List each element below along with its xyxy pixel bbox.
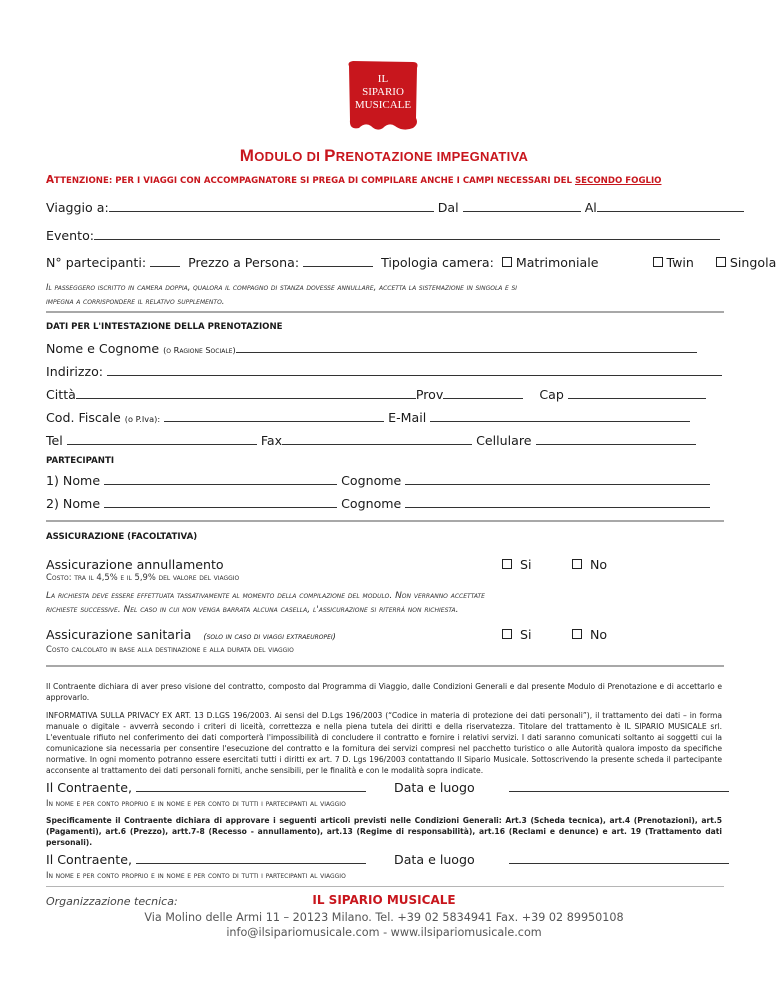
codfiscale-label: Cod. Fiscale: [46, 410, 121, 425]
footer-contacts: info@ilsipariomusicale.com - www.ilsipariomusicale.com: [226, 926, 542, 939]
evento-row: [46, 228, 720, 243]
nome-row: [46, 341, 697, 356]
citta-row: [46, 387, 706, 402]
data-luogo-label: Data e luogo: [394, 852, 475, 867]
evento-field[interactable]: [94, 228, 720, 240]
al-field[interactable]: [597, 200, 744, 212]
prov-field[interactable]: [443, 387, 523, 399]
fax-field[interactable]: [282, 433, 472, 445]
room-row: [46, 255, 776, 270]
company-logo: [343, 58, 423, 134]
contraente-label: Il Contraente,: [46, 780, 132, 795]
checkbox-twin[interactable]: [653, 257, 663, 267]
cognome-2-field[interactable]: [405, 496, 710, 508]
data-luogo-field[interactable]: [509, 852, 729, 864]
nome-field[interactable]: [236, 341, 697, 353]
trip-row: [46, 200, 744, 215]
tel-label: Tel: [46, 433, 63, 448]
sanitaria-note: (solo in caso di viaggi extraeuropei): [203, 631, 336, 641]
cognome-2-label: Cognome: [341, 496, 402, 511]
piva-label: (o P.Iva):: [124, 414, 161, 424]
prezzo-label: Prezzo a Persona:: [188, 255, 300, 270]
costo-sanitaria: Costo calcolato in base alla destinazione e alla durata del viaggio: [46, 644, 294, 654]
citta-label: Città: [46, 387, 76, 402]
indirizzo-field[interactable]: [107, 364, 722, 376]
checkbox-matrimoniale[interactable]: [502, 257, 512, 267]
signature-row-1: [46, 780, 729, 795]
sanitaria-no: No: [572, 627, 607, 642]
partecipante-row-1: [46, 473, 710, 488]
footer-address: Via Molino delle Armi 11 – 20123 Milano. Tel. +39 02 5834941 Fax. +39 02 89950108: [144, 911, 624, 924]
cap-label: Cap: [539, 387, 564, 402]
divider: [46, 886, 724, 887]
viaggio-field[interactable]: [109, 200, 434, 212]
signature-sub: In nome e per conto proprio e in nome e per conto di tutti i partecipanti al viaggio: [46, 798, 346, 808]
tel-row: [46, 433, 696, 448]
dal-label: Dal: [437, 200, 459, 215]
form-title: MODULO DI PRENOTAZIONE IMPEGNATIVA: [239, 146, 529, 165]
n-partecipanti-label: N° partecipanti:: [46, 255, 147, 270]
divider: [46, 311, 724, 313]
logo-text-3: MUSICALE: [354, 99, 412, 111]
prezzo-field[interactable]: [303, 255, 373, 267]
signature-sub: In nome e per conto proprio e in nome e per conto di tutti i partecipanti al viaggio: [46, 870, 346, 880]
indirizzo-row: [46, 364, 722, 379]
partecipanti-heading: PARTECIPANTI: [46, 456, 115, 466]
matrimoniale-label: Matrimoniale: [515, 255, 599, 270]
footer-brand: IL SIPARIO MUSICALE: [312, 893, 456, 907]
attention-notice: ATTENZIONE: PER I VIAGGI CON ACCOMPAGNATORE SI PREGA DI COMPILARE ANCHE I CAMPI NECESSARI DEL SECONDO FOGLIO: [46, 174, 662, 186]
tel-field[interactable]: [67, 433, 257, 445]
privacy-text: INFORMATIVA SULLA PRIVACY EX ART. 13 D.LGS 196/2003. Ai sensi del D.Lgs 196/2003 (“Codice in materia di protezione dei dati personali”), il trattamento dei dati – in forma manuale o digitale - avverrà secondo i criteri di liceità, correttezza e nella piena tutela dei diritti e della riservatezza. Titolare del trattamento è IL SIPARIO MUSICALE srl. L'eventuale rifiuto nel conferimento dei dati comporterà l'impossibilità di concludere il contratto e fornire i relativi servizi. I dati saranno comunicati soltanto ai soggetti cui la comunicazione sia necessaria per consentire l'esecuzione del contratto e la fornitura dei servizi compresi nel pacchetto turistico o alle Autorità qualora imposto da specifiche normative. In ogni momento potranno essere esercitati tutti i diritti ex art. 7 D. Lgs 196/2003 contattando Il Sipario Musicale. Sottoscrivendo la presente scheda il partecipante acconsente al trattamento dei dati personali forniti, anche sensibili, per le finalità e con le modalità sopra indicate.: [46, 711, 722, 775]
sanitaria-row: [46, 627, 336, 642]
divider: [46, 520, 724, 522]
nome-label: Nome e Cognome: [46, 341, 160, 356]
nome-1-label: 1) Nome: [46, 473, 101, 488]
checkbox-annullamento-si[interactable]: [502, 559, 512, 569]
logo-text-2: SIPARIO: [362, 86, 404, 98]
n-partecipanti-field[interactable]: [150, 255, 180, 267]
dal-field[interactable]: [463, 200, 581, 212]
singola-label: Singola: [729, 255, 776, 270]
booking-heading: DATI PER L'INTESTAZIONE DELLA PRENOTAZIONE: [46, 322, 283, 332]
assicurazione-heading: ASSICURAZIONE (FACOLTATIVA): [46, 532, 198, 542]
divider: [46, 665, 724, 667]
sanitaria-label: Assicurazione sanitaria: [46, 627, 192, 642]
contraente-signature-field[interactable]: [136, 780, 366, 792]
declaration-text: Il Contraente dichiara di aver preso visione del contratto, composto dal Programma di Viaggio, dalle Condizioni Generali e dal presente Modulo di Prenotazione e di accettarlo e approvarlo.: [46, 682, 722, 702]
indirizzo-label: Indirizzo:: [46, 364, 104, 379]
checkbox-sanitaria-si[interactable]: [502, 629, 512, 639]
evento-label: Evento:: [46, 228, 95, 243]
footer-label: Organizzazione tecnica:: [46, 895, 178, 908]
costo-annullamento: Costo: tra il 4,5% e il 5,9% del valore del viaggio: [46, 572, 240, 582]
email-label: E-Mail: [388, 410, 427, 425]
annullamento-label: Assicurazione annullamento: [46, 557, 224, 572]
email-field[interactable]: [430, 410, 690, 422]
sanitaria-si: Si: [502, 627, 532, 642]
codfiscale-field[interactable]: [164, 410, 384, 422]
cap-field[interactable]: [568, 387, 706, 399]
room-note: Il passeggero iscritto in camera doppia, qualora il compagno di stanza dovesse annullare, accetta la sistemazione in singola e si impegna a corrispondere il relativo supplemento.: [46, 282, 518, 306]
citta-field[interactable]: [76, 387, 416, 399]
nome-1-field[interactable]: [104, 473, 337, 485]
al-label: Al: [584, 200, 597, 215]
checkbox-annullamento-no[interactable]: [572, 559, 582, 569]
tipologia-label: Tipologia camera:: [381, 255, 494, 270]
data-luogo-field[interactable]: [509, 780, 729, 792]
logo-text-1: IL: [377, 73, 389, 85]
nome-paren: (o Ragione Sociale): [163, 345, 236, 355]
annullamento-si: Si: [502, 557, 532, 572]
cellulare-label: Cellulare: [476, 433, 532, 448]
nome-2-field[interactable]: [104, 496, 337, 508]
signature-row-2: [46, 852, 729, 867]
viaggio-label: Viaggio a:: [46, 200, 109, 215]
cognome-1-field[interactable]: [405, 473, 710, 485]
nome-2-label: 2) Nome: [46, 496, 101, 511]
codfiscale-row: [46, 410, 690, 425]
fax-label: Fax: [260, 433, 283, 448]
contraente-signature-field[interactable]: [136, 852, 366, 864]
cognome-1-label: Cognome: [341, 473, 402, 488]
checkbox-singola[interactable]: [716, 257, 726, 267]
assicurazione-note: La richiesta deve essere effettuata tassativamente al momento della compilazione del modulo. Non verranno accettate richieste successive. Nel caso in cui non venga barrata alcuna casella, l'assicurazione si riterrà non richiesta.: [46, 591, 485, 615]
prov-label: Prov: [415, 387, 444, 402]
annullamento-no: No: [572, 557, 607, 572]
partecipante-row-2: [46, 496, 710, 511]
contraente-label: Il Contraente,: [46, 852, 132, 867]
data-luogo-label: Data e luogo: [394, 780, 475, 795]
cellulare-field[interactable]: [536, 433, 696, 445]
twin-label: Twin: [666, 255, 694, 270]
checkbox-sanitaria-no[interactable]: [572, 629, 582, 639]
clauses-text: Specificamente il Contraente dichiara di approvare i seguenti articoli previsti nelle Condizioni Generali: Art.3 (Scheda tecnica), art.4 (Prenotazioni), art.5 (Pagamenti), art.6 (Prezzo), artt.7-8 (Recesso - annullamento), art.13 (Regime di responsabilità), art.16 (Reclami e denunce) e art. 19 (Trattamento dati personali).: [46, 816, 722, 847]
